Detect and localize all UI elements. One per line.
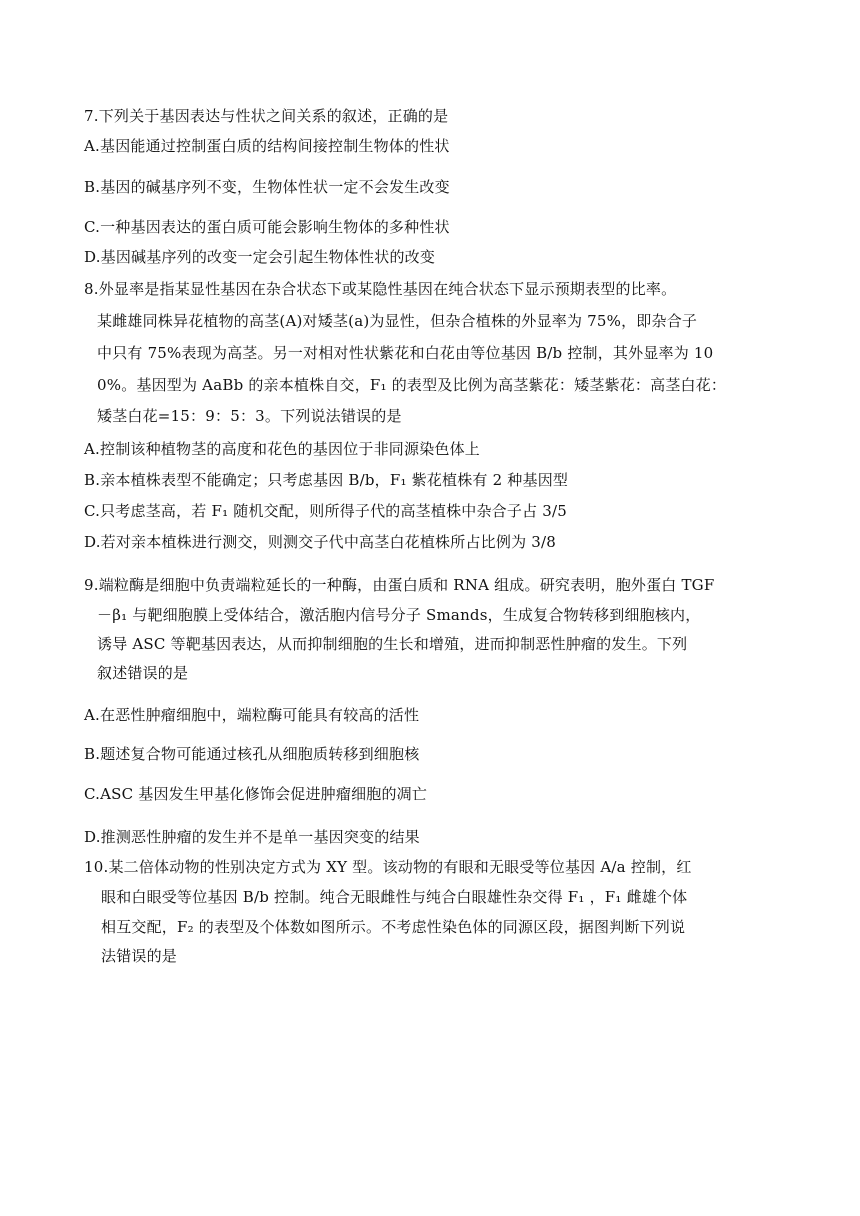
question-9-stem-line-1: 9.端粒酶是细胞中负责端粒延长的一种酶，由蛋白质和 RNA 组成。研究表明，胞外蛋白 TGF (84, 576, 715, 594)
question-7-option-c: C.一种基因表达的蛋白质可能会影响生物体的多种性状 (84, 218, 450, 236)
question-8-stem-line-2: 某雌雄同株异花植物的高茎(A)对矮茎(a)为显性，但杂合植株的外显率为 75%，即杂合子 (97, 312, 698, 330)
question-10-stem-line-3: 相互交配，F₂ 的表型及个体数如图所示。不考虑性染色体的同源区段，据图判断下列说 (101, 918, 686, 936)
question-9-stem-line-3: 诱导 ASC 等靶基因表达，从而抑制细胞的生长和增殖，进而抑制恶性肿瘤的发生。下列 (97, 635, 688, 653)
question-10-stem-line-2: 眼和白眼受等位基因 B/b 控制。纯合无眼雌性与纯合白眼雄性杂交得 F₁ ，F₁ 雌雄个体 (101, 888, 688, 906)
question-8-option-a: A.控制该种植物茎的高度和花色的基因位于非同源染色体上 (84, 440, 481, 458)
question-9-option-b: B.题述复合物可能通过核孔从细胞质转移到细胞核 (84, 745, 420, 763)
question-8-stem-line-4: 0%。基因型为 AaBb 的亲本植株自交，F₁ 的表型及比例为高茎紫花：矮茎紫花：高茎白花： (97, 376, 727, 394)
question-7-option-a: A.基因能通过控制蛋白质的结构间接控制生物体的性状 (84, 137, 450, 155)
question-7-option-b: B.基因的碱基序列不变，生物体性状一定不会发生改变 (84, 178, 450, 196)
question-7-option-d: D.基因碱基序列的改变一定会引起生物体性状的改变 (84, 248, 436, 266)
question-8-option-d: D.若对亲本植株进行测交，则测交子代中高茎白花植株所占比例为 3/8 (84, 533, 556, 551)
question-9-stem-line-4: 叙述错误的是 (97, 664, 189, 682)
question-9-stem-line-2: －β₁ 与靶细胞膜上受体结合，激活胞内信号分子 Smands，生成复合物转移到细胞核内， (97, 606, 701, 624)
question-7-stem: 7.下列关于基因表达与性状之间关系的叙述，正确的是 (84, 107, 449, 125)
question-8-option-c: C.只考虑茎高，若 F₁ 随机交配，则所得子代的高茎植株中杂合子占 3/5 (84, 502, 567, 520)
question-10-stem-line-1: 10.某二倍体动物的性别决定方式为 XY 型。该动物的有眼和无眼受等位基因 A/a 控制，红 (84, 858, 692, 876)
question-10-stem-line-4: 法错误的是 (101, 947, 178, 965)
question-8-option-b: B.亲本植株表型不能确定；只考虑基因 B/b，F₁ 紫花植株有 2 种基因型 (84, 471, 569, 489)
question-8-stem-line-3: 中只有 75%表现为高茎。另一对相对性状紫花和白花由等位基因 B/b 控制，其外显率为 10 (97, 344, 714, 362)
question-9-option-d: D.推测恶性肿瘤的发生并不是单一基因突变的结果 (84, 828, 420, 846)
question-9-option-a: A.在恶性肿瘤细胞中，端粒酶可能具有较高的活性 (84, 706, 420, 724)
question-8-stem-line-5: 矮茎白花=15：9：5：3。下列说法错误的是 (97, 407, 402, 425)
question-8-stem-line-1: 8.外显率是指某显性基因在杂合状态下或某隐性基因在纯合状态下显示预期表型的比率。 (84, 280, 677, 298)
question-9-option-c: C.ASC 基因发生甲基化修饰会促进肿瘤细胞的凋亡 (84, 785, 428, 803)
